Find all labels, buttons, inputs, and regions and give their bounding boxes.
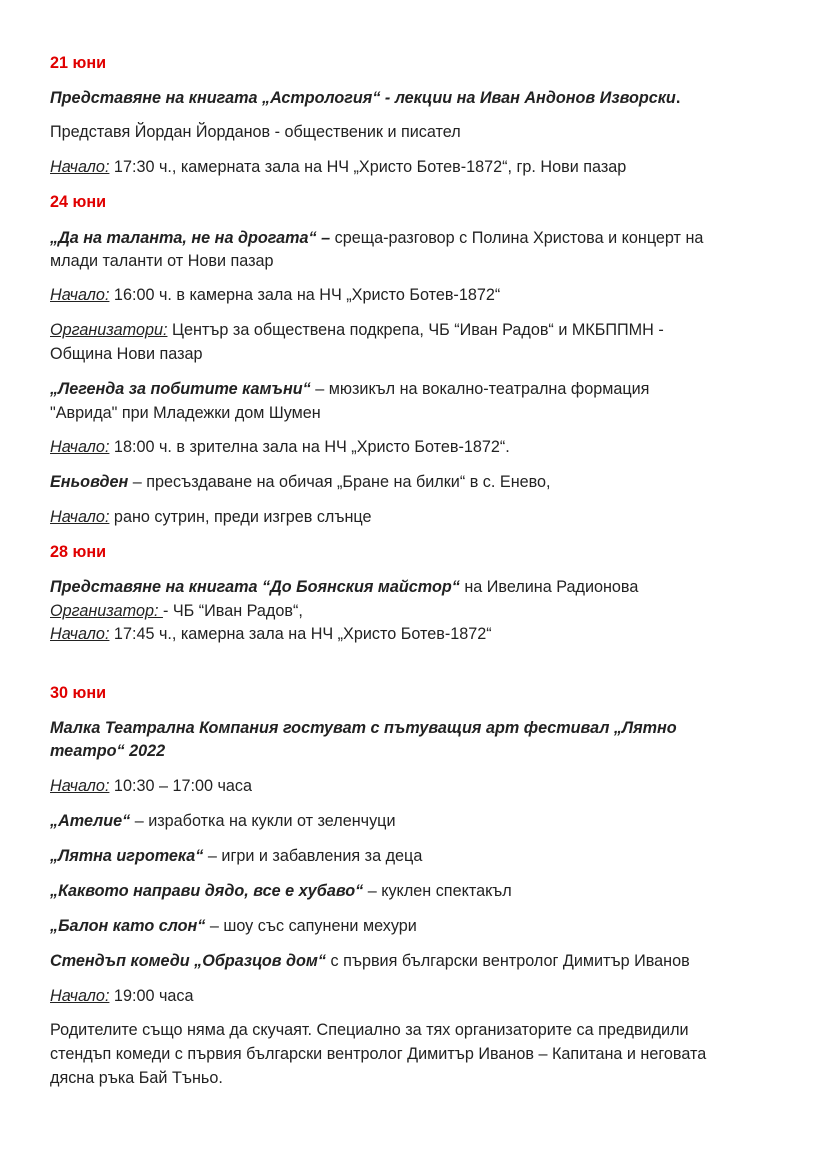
event-text: среща-разговор с Полина Христова и концерт на bbox=[330, 229, 704, 247]
activity-line bbox=[50, 951, 690, 971]
paragraph-line: дясна ръка Бай Тъньо. bbox=[50, 1069, 223, 1087]
organizer-line bbox=[50, 320, 664, 340]
paragraph-line: Родителите също няма да скучаят. Специално за тях организаторите са предвидили bbox=[50, 1021, 689, 1039]
event-line-continued: "Аврида" при Младежки дом Шумен bbox=[50, 404, 321, 422]
activity-line bbox=[50, 881, 512, 901]
event-text: – пресъздаване на обичая „Бране на билки“ в с. Енево, bbox=[128, 473, 551, 491]
start-line bbox=[50, 157, 626, 177]
organizer-label: Организатор: bbox=[50, 602, 163, 620]
date-heading: 30 юни bbox=[50, 684, 107, 702]
start-line bbox=[50, 624, 492, 644]
organizer-line bbox=[50, 601, 303, 621]
start-label: Начало: bbox=[50, 158, 110, 176]
event-title: „Легенда за побитите камъни“ bbox=[50, 380, 311, 398]
event-line bbox=[50, 379, 649, 399]
start-line bbox=[50, 285, 500, 305]
start-text: 10:30 – 17:00 часа bbox=[109, 777, 252, 795]
event-title: Представяне на книгата „Астрология“ - лекции на Иван Андонов Изворски bbox=[50, 89, 676, 107]
event-line-continued: млади таланти от Нови пазар bbox=[50, 252, 274, 270]
start-line bbox=[50, 437, 510, 457]
start-label: Начало: bbox=[50, 777, 110, 795]
start-label: Начало: bbox=[50, 508, 110, 526]
start-label: Начало: bbox=[50, 286, 110, 304]
activity-text: – игри и забавления за деца bbox=[203, 847, 423, 865]
start-text: рано сутрин, преди изгрев слънце bbox=[109, 508, 372, 526]
start-label: Начало: bbox=[50, 438, 110, 456]
start-line bbox=[50, 776, 252, 796]
organizer-line-continued: Община Нови пазар bbox=[50, 345, 203, 363]
presenter-line: Представя Йордан Йорданов - общественик и писател bbox=[50, 123, 461, 141]
date-heading: 28 юни bbox=[50, 543, 107, 561]
event-title-end: . bbox=[675, 89, 681, 107]
activity-title: Стендъп комеди „Образцов дом“ bbox=[50, 952, 326, 970]
activity-text: – шоу със сапунени мехури bbox=[205, 917, 417, 935]
event-title: Еньовден bbox=[50, 473, 129, 491]
activity-title: „Балон като слон“ bbox=[50, 917, 206, 935]
event-line bbox=[50, 577, 638, 597]
event-text: на Ивелина Радионова bbox=[459, 578, 639, 596]
activity-line bbox=[50, 846, 422, 866]
start-label: Начало: bbox=[50, 625, 110, 643]
event-line bbox=[50, 228, 703, 248]
start-label: Начало: bbox=[50, 987, 110, 1005]
activity-text: с първия български вентролог Димитър Иванов bbox=[325, 952, 690, 970]
date-heading: 24 юни bbox=[50, 193, 107, 211]
paragraph-line: стендъп комеди с първия български вентролог Димитър Иванов – Капитана и неговата bbox=[50, 1045, 707, 1063]
event-text: – мюзикъл на вокално-театрална формация bbox=[310, 380, 650, 398]
date-heading: 21 юни bbox=[50, 54, 107, 72]
start-text: 17:45 ч., камерна зала на НЧ „Христо Ботев-1872“ bbox=[109, 625, 492, 643]
organizer-label: Организатори: bbox=[50, 321, 168, 339]
start-line bbox=[50, 986, 193, 1006]
start-text: 19:00 часа bbox=[109, 987, 194, 1005]
activity-text: – изработка на кукли от зеленчуци bbox=[130, 812, 396, 830]
event-line bbox=[50, 472, 551, 492]
start-text: 16:00 ч. в камерна зала на НЧ „Христо Ботев-1872“ bbox=[109, 286, 501, 304]
event-title-line bbox=[50, 88, 680, 108]
activity-text: – куклен спектакъл bbox=[363, 882, 512, 900]
activity-line bbox=[50, 916, 417, 936]
activity-title: „Ателие“ bbox=[50, 812, 131, 830]
start-text: 18:00 ч. в зрителна зала на НЧ „Христо Ботев-1872“. bbox=[109, 438, 510, 456]
organizer-text: - ЧБ “Иван Радов“, bbox=[162, 602, 303, 620]
activity-title: „Лятна игротека“ bbox=[50, 847, 204, 865]
start-line bbox=[50, 507, 372, 527]
activity-line bbox=[50, 811, 396, 831]
event-title: Представяне на книгата “До Боянския майстор“ bbox=[50, 578, 460, 596]
event-title: „Да на таланта, не на дрогата“ – bbox=[50, 229, 331, 247]
organizer-text: Център за обществена подкрепа, ЧБ “Иван Радов“ и МКБППМН - bbox=[167, 321, 664, 339]
activity-title: „Каквото направи дядо, все е хубаво“ bbox=[50, 882, 364, 900]
event-title-continued: театро“ 2022 bbox=[50, 742, 166, 760]
start-text: 17:30 ч., камерната зала на НЧ „Христо Ботев-1872“, гр. Нови пазар bbox=[109, 158, 627, 176]
event-title: Малка Театрална Компания гостуват с пътуващия арт фестивал „Лятно bbox=[50, 719, 677, 737]
